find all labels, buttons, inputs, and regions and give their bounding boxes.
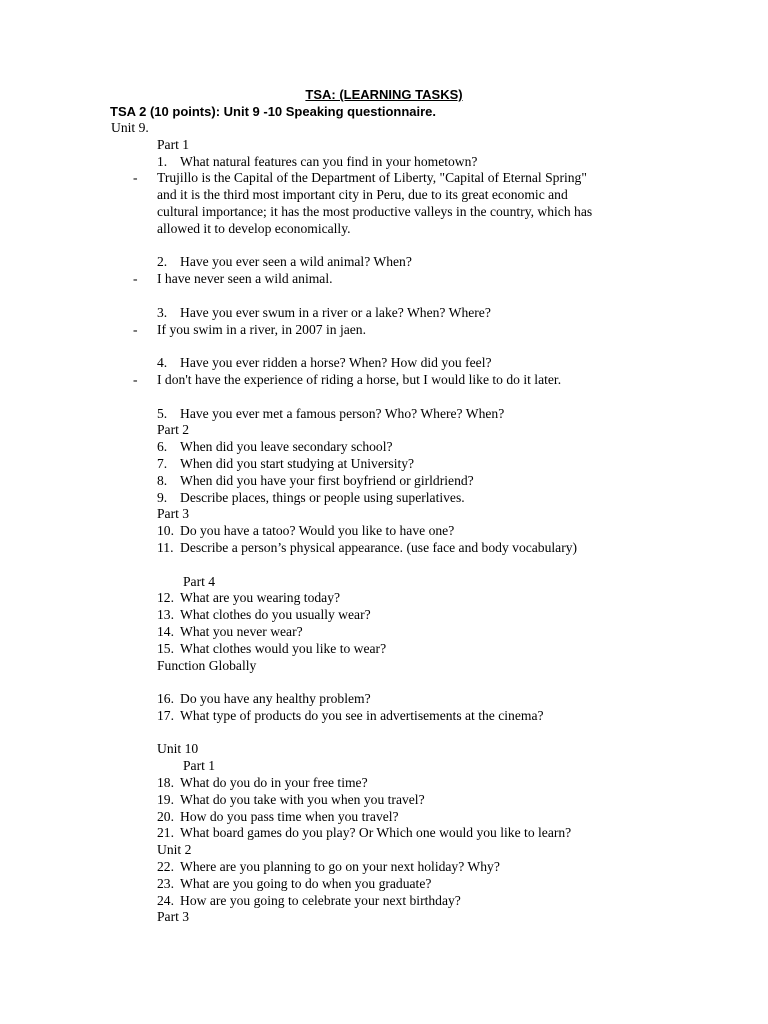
unit-10-unit-2-heading: Unit 2 xyxy=(157,842,192,858)
question-1: 1. What natural features can you find in your hometown? xyxy=(157,153,478,169)
question-5: 5. Have you ever met a famous person? Who? Where? When? xyxy=(157,405,505,421)
answer-1-line-4: allowed it to develop economically. xyxy=(157,220,351,236)
unit-9-part-4-heading: Part 4 xyxy=(183,573,216,589)
question-15: 15. What clothes would you like to wear? xyxy=(157,640,387,656)
question-12: 12. What are you wearing today? xyxy=(157,590,341,606)
answer-2: - I have never seen a wild animal. xyxy=(133,271,333,287)
question-23: 23. What are you going to do when you graduate? xyxy=(157,875,432,891)
function-globally-heading: Function Globally xyxy=(157,657,257,673)
answer-4: - I don't have the experience of riding a horse, but I would like to do it later. xyxy=(133,371,562,387)
question-6: 6. When did you leave secondary school? xyxy=(157,439,393,455)
question-7: 7. When did you start studying at University? xyxy=(157,455,415,471)
question-9: 9. Describe places, things or people using superlatives. xyxy=(157,489,465,505)
answer-3: - If you swim in a river, in 2007 in jaen. xyxy=(133,321,366,337)
unit-9-part-3-heading: Part 3 xyxy=(157,506,190,522)
question-21: 21. What board games do you play? Or Which one would you like to learn? xyxy=(157,825,572,841)
answer-1-line-2: and it is the third most important city in Peru, due to its great economic and xyxy=(157,187,568,203)
question-11: 11. Describe a person’s physical appearance. (use face and body vocabulary) xyxy=(157,539,578,555)
question-2: 2. Have you ever seen a wild animal? When? xyxy=(157,254,412,270)
document-title: TSA: (LEARNING TASKS) xyxy=(305,87,463,102)
question-14: 14. What you never wear? xyxy=(157,623,303,639)
question-18: 18. What do you do in your free time? xyxy=(157,775,368,791)
document-subtitle: TSA 2 (10 points): Unit 9 -10 Speaking questionnaire. xyxy=(110,104,437,119)
question-22: 22. Where are you planning to go on your next holiday? Why? xyxy=(157,859,500,875)
question-4: 4. Have you ever ridden a horse? When? How did you feel? xyxy=(157,355,492,371)
unit-9-part-2-heading: Part 2 xyxy=(157,422,190,438)
question-17: 17. What type of products do you see in advertisements at the cinema? xyxy=(157,707,544,723)
unit-10-part-3-heading: Part 3 xyxy=(157,909,190,925)
questionnaire-body xyxy=(0,120,768,926)
question-8: 8. When did you have your first boyfriend or girldriend? xyxy=(157,472,474,488)
question-3: 3. Have you ever swum in a river or a lake? When? Where? xyxy=(157,304,491,320)
answer-1-line-1: - Trujillo is the Capital of the Department of Liberty, "Capital of Eternal Spring" xyxy=(133,170,587,186)
unit-10-part-1-heading: Part 1 xyxy=(183,758,216,774)
unit-9-heading: Unit 9. xyxy=(111,120,149,135)
question-19: 19. What do you take with you when you travel? xyxy=(157,791,425,807)
question-10: 10. Do you have a tatoo? Would you like to have one? xyxy=(157,523,455,539)
answer-1-line-3: cultural importance; it has the most productive valleys in the country, which has xyxy=(157,203,593,219)
question-16: 16. Do you have any healthy problem? xyxy=(157,691,371,707)
unit-9-part-1-heading: Part 1 xyxy=(157,136,190,152)
question-24: 24. How are you going to celebrate your next birthday? xyxy=(157,892,461,908)
unit-10-heading: Unit 10 xyxy=(157,741,199,757)
question-13: 13. What clothes do you usually wear? xyxy=(157,607,371,623)
question-20: 20. How do you pass time when you travel? xyxy=(157,808,399,824)
